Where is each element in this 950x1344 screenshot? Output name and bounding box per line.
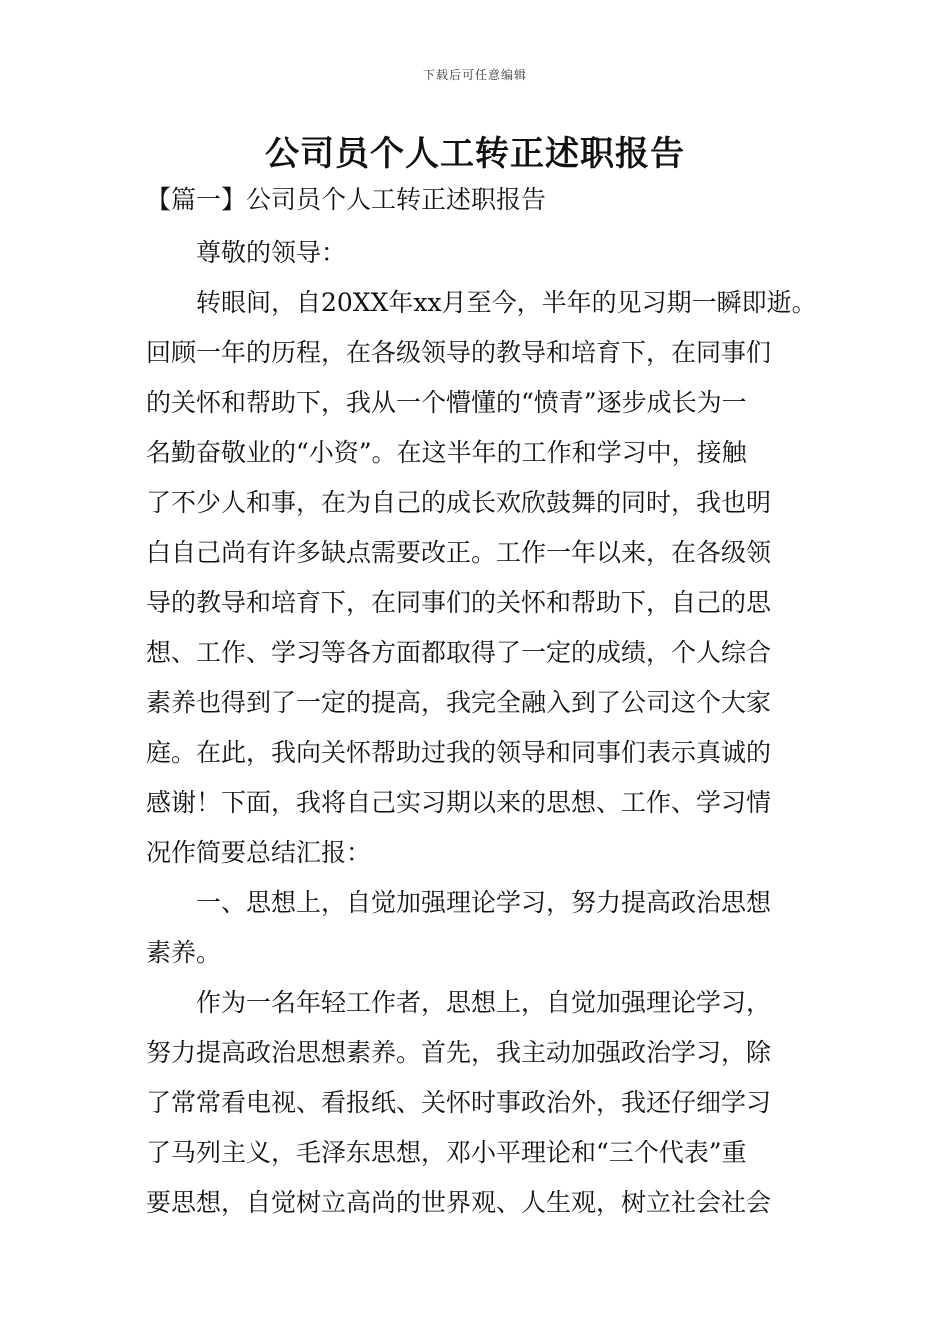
paragraph-line: 白自己尚有许多缺点需要改正。工作一年以来，在各级领: [146, 538, 772, 567]
paragraph-line: 想、工作、学习等各方面都取得了一定的成绩，个人综合: [146, 638, 772, 667]
subheading-line: 素养。: [146, 938, 222, 967]
paragraph-line: 作为一名年轻工作者，思想上，自觉加强理论学习，: [196, 988, 772, 1017]
paragraph-line: 素养也得到了一定的提高，我完全融入到了公司这个大家: [146, 688, 772, 717]
section-heading: 【篇一】公司员个人工转正述职报告: [146, 185, 547, 214]
paragraph-line: 导的教导和培育下，在同事们的关怀和帮助下，自己的思: [146, 588, 772, 617]
header-note: 下载后可任意编辑: [422, 68, 527, 82]
paragraph-line: 感谢！下面，我将自己实习期以来的思想、工作、学习情: [146, 788, 772, 817]
paragraph-line: 转眼间，自20XX年xx月至今，半年的见习期一瞬即逝。: [196, 288, 817, 317]
paragraph-line: 况作简要总结汇报：: [146, 838, 372, 867]
paragraph-line: 努力提高政治思想素养。首先，我主动加强政治学习，除: [146, 1038, 772, 1067]
paragraph-line: 要思想，自觉树立高尚的世界观、人生观，树立社会社会: [146, 1188, 772, 1217]
paragraph-line: 名勤奋敬业的“小资”。在这半年的工作和学习中，接触: [146, 438, 747, 467]
document-body: [146, 228, 817, 1228]
paragraph-line: 了常常看电视、看报纸、关怀时事政治外，我还仔细学习: [146, 1088, 772, 1117]
salutation: 尊敬的领导：: [196, 238, 347, 267]
paragraph-line: 回顾一年的历程，在各级领导的教导和培育下，在同事们: [146, 338, 772, 367]
paragraph-line: 的关怀和帮助下，我从一个懵懂的“愤青”逐步成长为一: [146, 388, 747, 417]
paragraph-line: 了不少人和事，在为自己的成长欢欣鼓舞的同时，我也明: [146, 488, 772, 517]
document-title: 公司员个人工转正述职报告: [265, 134, 685, 174]
paragraph-line: 了马列主义，毛泽东思想，邓小平理论和“三个代表”重: [146, 1138, 747, 1167]
paragraph-line: 庭。在此，我向关怀帮助过我的领导和同事们表示真诚的: [146, 738, 772, 767]
subheading-line: 一、思想上，自觉加强理论学习，努力提高政治思想: [196, 888, 772, 917]
